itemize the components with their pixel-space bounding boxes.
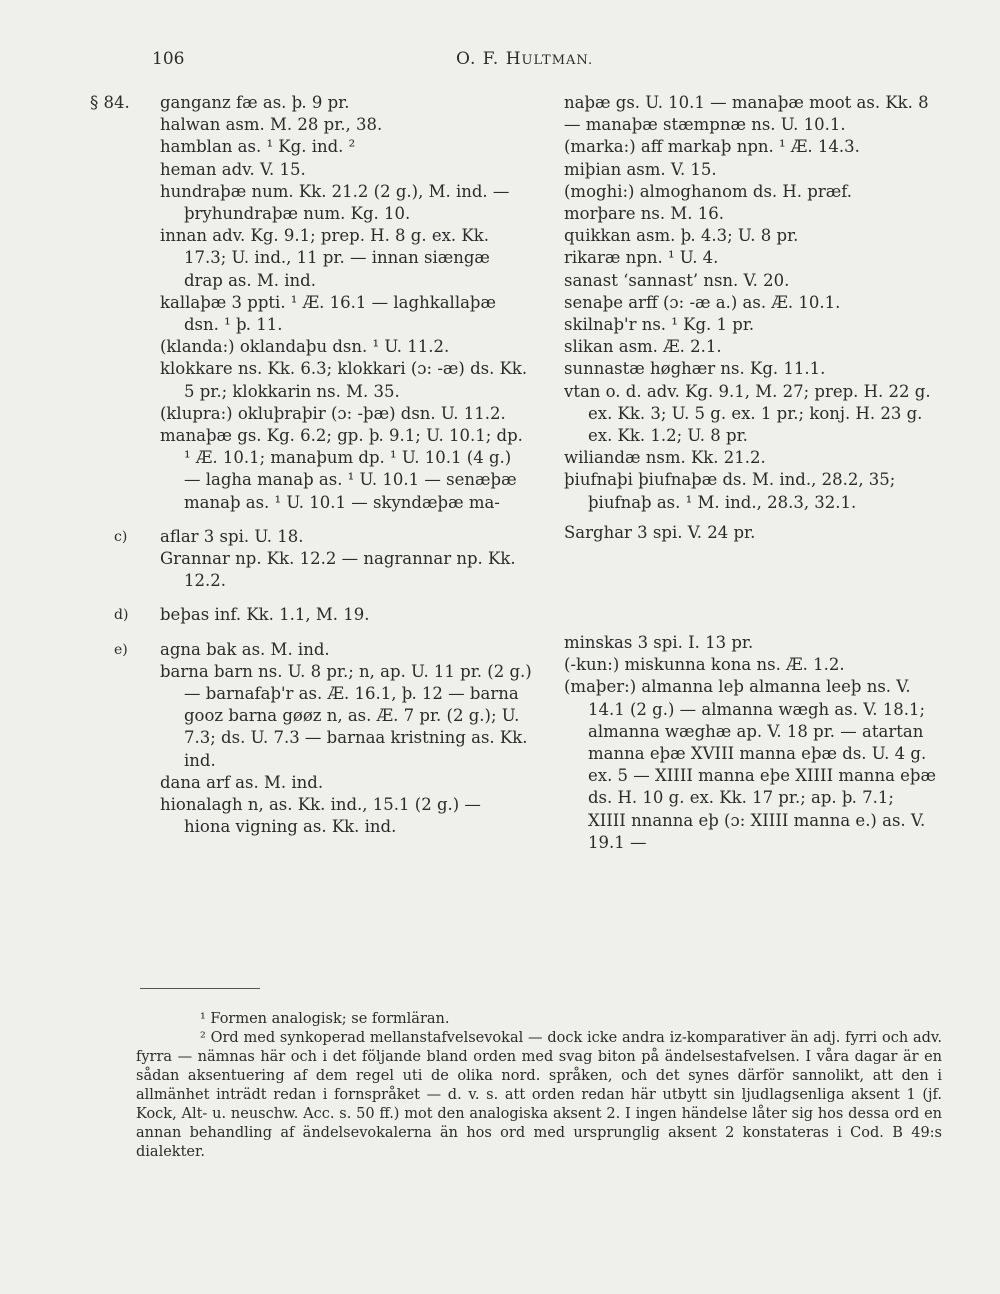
entry: innan adv. Kg. 9.1; prep. H. 8 g. ex. Kk. 17.3; U. ind., 11 pr. — innan siængæ drap as. M. ind. [160, 226, 490, 290]
footnote-1: ¹ Formen analogisk; se formläran. [200, 1011, 450, 1027]
entry: rikaræ npn. ¹ U. 4. [564, 248, 719, 268]
entry: miþian asm. V. 15. [564, 159, 717, 179]
subsection-c [114, 526, 532, 548]
entry: minskas 3 spi. I. 13 pr. [564, 633, 754, 653]
running-head-rest: ULTMAN. [521, 53, 594, 68]
entry: (maþer:) almanna leþ almanna leeþ ns. V. 14.1 (2 g.) — almanna wægh as. V. 18.1; almanna wæghæ ap. V. 18 pr. — atartan manna eþæ XVIII manna eþæ ds. U. 4 g. ex. 5 — XIIII manna eþe XIIII manna eþæ ds. H. 10 g. ex. Kk. 17 pr.; ap. þ. 7.1; XIIII nnanna eþ (ɔ: XIIII manna e.) as. V. 19.1 — [564, 677, 936, 852]
entry: (klupra:) okluþraþir (ɔ: -þæ) dsn. U. 11.2. [160, 403, 506, 423]
entry: hamblan as. ¹ Kg. ind. ² [160, 137, 356, 157]
entry: þiufnaþi þiufnaþæ ds. M. ind., 28.2, 35; þiufnaþ as. ¹ M. ind., 28.3, 32.1. [564, 470, 896, 512]
entry: morþare ns. M. 16. [564, 204, 724, 224]
entry: manaþæ gs. Kg. 6.2; gp. þ. 9.1; U. 10.1; dp. ¹ Æ. 10.1; manaþum dp. ¹ U. 10.1 (4 g.) — lagha manaþ as. ¹ U. 10.1 — senæþæ manaþ as. ¹ U. 10.1 — skyndæþæ ma- [160, 426, 523, 512]
entry: Grannar np. Kk. 12.2 — nagrannar np. Kk. 12.2. [160, 549, 516, 591]
right-column [564, 92, 936, 854]
entry: barna barn ns. U. 8 pr.; n, ap. U. 11 pr. (2 g.) — barnafaþ'r as. Æ. 16.1, þ. 12 — barna gooz barna gøøz n, as. Æ. 7 pr. (2 g.); U. 7.3; ds. U. 7.3 — barnaa kristning as. Kk. ind. [160, 661, 532, 770]
subsection-label: e) [114, 641, 128, 658]
entry: (moghi:) almoghanom ds. H. præf. [564, 181, 853, 201]
entry: agna bak as. M. ind. [160, 639, 330, 659]
entry: klokkare ns. Kk. 6.3; klokkari (ɔ: -æ) ds. Kk. 5 pr.; klokkarin ns. M. 35. [160, 359, 528, 401]
entry: sunnastæ høghær ns. Kg. 11.1. [564, 359, 826, 379]
entry: beþas inf. Kk. 1.1, M. 19. [160, 605, 370, 625]
footnote-rule [140, 988, 260, 989]
subsection-e [114, 639, 532, 661]
entry: (marka:) aff markaþ npn. ¹ Æ. 14.3. [564, 137, 860, 157]
entry: kallaþæ 3 ppti. ¹ Æ. 16.1 — laghkallaþæ dsn. ¹ þ. 11. [160, 292, 497, 335]
entry: vtan o. d. adv. Kg. 9.1, M. 27; prep. H. 22 g. ex. Kk. 3; U. 5 g. ex. 1 pr.; konj. H. 23 g. ex. Kk. 1.2; U. 8 pr. [564, 381, 931, 446]
subsection-label: c) [114, 528, 128, 545]
entry: dana arf as. M. ind. [160, 772, 324, 792]
footnote-2: ² Ord med synkoperad mellanstafvelsevokal — dock icke andra iz-komparativer än adj. fyrri och adv. fyrra — nämnas här och i det följande bland orden med svag biton på ändelsestafvelsen. I våra dagar är en sådan aksentuering af dem regel uti de olika nord. språken, och det synes därför sannolikt, att den i allmänhet inträdt redan i fornspråket — d. v. s. att orden redan här utbytt sin ljudlagsenliga aksent 1 (jf. Kock, Alt- u. neuschw. Acc. s. 50 ff.) mot den analogiska aksent 2. I ingen händelse låter sig hos dessa ord en annan behandling af ändelsevokalerna än hos ord med ursprunglig aksent 2 konstateras i Cod. B 49:s dialekter. [136, 1030, 942, 1160]
entry: quikkan asm. þ. 4.3; U. 8 pr. [564, 226, 799, 246]
entry: slikan asm. Æ. 2.1. [564, 337, 722, 357]
section-mark: § 84. [90, 93, 130, 112]
section-84 [90, 92, 532, 114]
entry: hionalagh n, as. Kk. ind., 15.1 (2 g.) — hiona vigning as. Kk. ind. [160, 795, 481, 837]
entry: (klanda:) oklandaþu dsn. ¹ U. 11.2. [160, 337, 450, 357]
entry-continued: naþæ gs. U. 10.1 — manaþæ moot as. Kk. 8 — manaþæ stæmpnæ ns. U. 10.1. [564, 93, 929, 135]
entry: aflar 3 spi. U. 18. [160, 526, 304, 546]
running-head-initials: O. F. H [456, 49, 522, 69]
entry: halwan asm. M. 28 pr., 38. [160, 115, 383, 135]
entry: ganganz fæ as. þ. 9 pr. [160, 93, 350, 112]
subsection-d [114, 604, 532, 626]
entry: senaþe arff (ɔ: -æ a.) as. Æ. 10.1. [564, 292, 841, 312]
entry: hundraþæ num. Kk. 21.2 (2 g.), M. ind. — þryhundraþæ num. Kg. 10. [160, 181, 510, 224]
subsection-label: d) [114, 607, 129, 624]
entry: (-kun:) miskunna kona ns. Æ. 1.2. [564, 655, 845, 675]
page-number: 106 [152, 49, 185, 69]
entry: sanast ‘sannast’ nsn. V. 20. [564, 270, 790, 290]
left-column [90, 92, 532, 839]
running-head [456, 49, 593, 69]
entry: wiliandæ nsm. Kk. 21.2. [564, 448, 766, 468]
entry: heman adv. V. 15. [160, 159, 306, 179]
entry: Sarghar 3 spi. V. 24 pr. [564, 522, 756, 542]
entry: skilnaþ'r ns. ¹ Kg. 1 pr. [564, 315, 755, 335]
footnotes [136, 1010, 942, 1162]
